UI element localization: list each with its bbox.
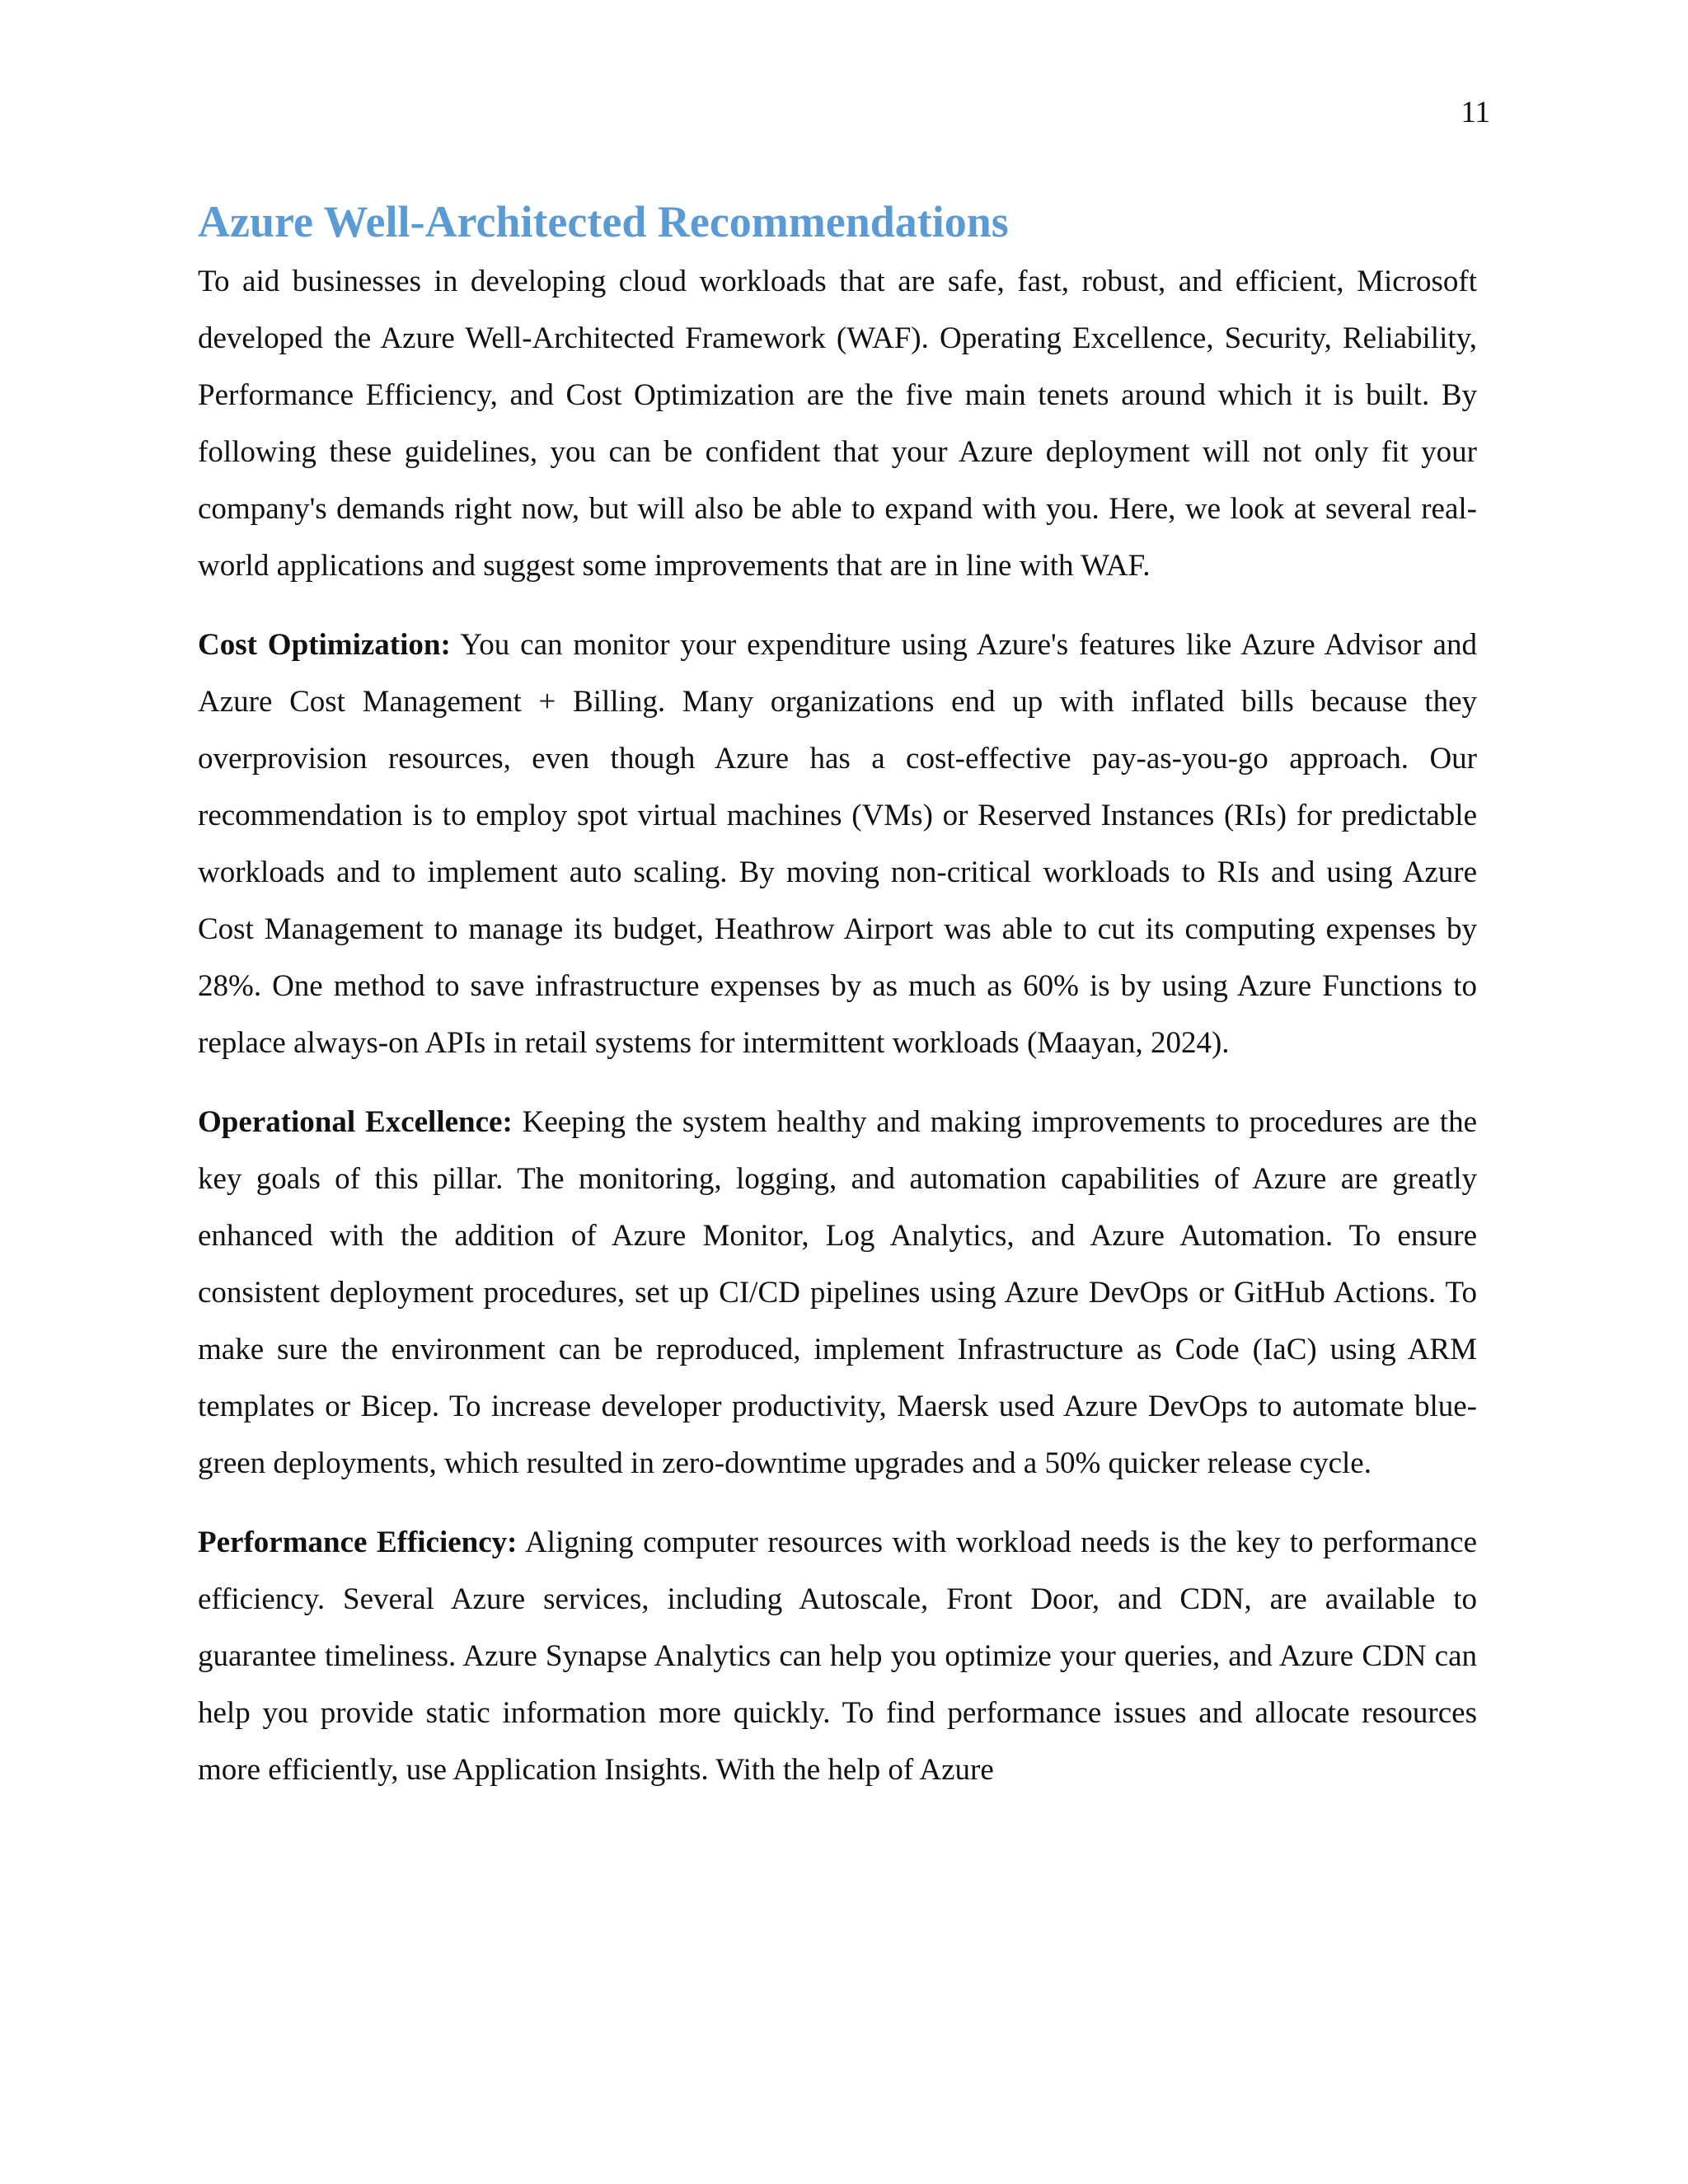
cost-optimization-body: You can monitor your expenditure using Azure's features like Azure Advisor and Azure Cost Management + Billing. Many organizations end up with inflated bills because they overprovision resources, even though Azure has a cost-effective pay-as-you-go approach. Our recommendation is to employ spot virtual machines (VMs) or Reserved Instances (RIs) for predictable workloads and to implement auto scaling. By moving non-critical workloads to RIs and using Azure Cost Management to manage its budget, Heathrow Airport was able to cut its computing expenses by 28%. One method to save infrastructure expenses by as much as 60% is by using Azure Functions to replace always-on APIs in retail systems for intermittent workloads (Maayan, 2024). xyxy=(198,628,1477,1061)
section-heading: Azure Well-Architected Recommendations xyxy=(198,197,1009,246)
operational-excellence-title: Operational Excellence: xyxy=(198,1105,513,1140)
document-body xyxy=(198,198,1477,1798)
cost-optimization-paragraph xyxy=(198,616,1477,1071)
operational-excellence-paragraph xyxy=(198,1094,1477,1492)
intro-paragraph: To aid businesses in developing cloud workloads that are safe, fast, robust, and efficient, Microsoft developed the Azure Well-Architected Framework (WAF). Operating Excellence, Security, Reliability, Performance Efficiency, and Cost Optimization are the five main tenets around which it is built. By following these guidelines, you can be confident that your Azure deployment will not only fit your company's demands right now, but will also be able to expand with you. Here, we look at several real-world applications and suggest some improvements that are in line with WAF. xyxy=(198,265,1477,583)
operational-excellence-body: Keeping the system healthy and making improvements to procedures are the key goals of this pillar. The monitoring, logging, and automation capabilities of Azure are greatly enhanced with the addition of Azure Monitor, Log Analytics, and Azure Automation. To ensure consistent deployment procedures, set up CI/CD pipelines using Azure DevOps or GitHub Actions. To make sure the environment can be reproduced, implement Infrastructure as Code (IaC) using ARM templates or Bicep. To increase developer productivity, Maersk used Azure DevOps to automate blue-green deployments, which resulted in zero-downtime upgrades and a 50% quicker release cycle. xyxy=(198,1105,1477,1481)
performance-efficiency-title: Performance Efficiency: xyxy=(198,1526,518,1560)
performance-efficiency-paragraph xyxy=(198,1514,1477,1798)
page-number: 11 xyxy=(1461,96,1490,129)
cost-optimization-title: Cost Optimization: xyxy=(198,628,451,663)
performance-efficiency-body: Aligning computer resources with workload needs is the key to performance efficiency. Several Azure services, including Autoscale, Front Door, and CDN, are available to guarantee timeliness. Azure Synapse Analytics can help you optimize your queries, and Azure CDN can help you provide static information more quickly. To find performance issues and allocate resources more efficiently, use Application Insights. With the help of Azure xyxy=(198,1526,1478,1788)
